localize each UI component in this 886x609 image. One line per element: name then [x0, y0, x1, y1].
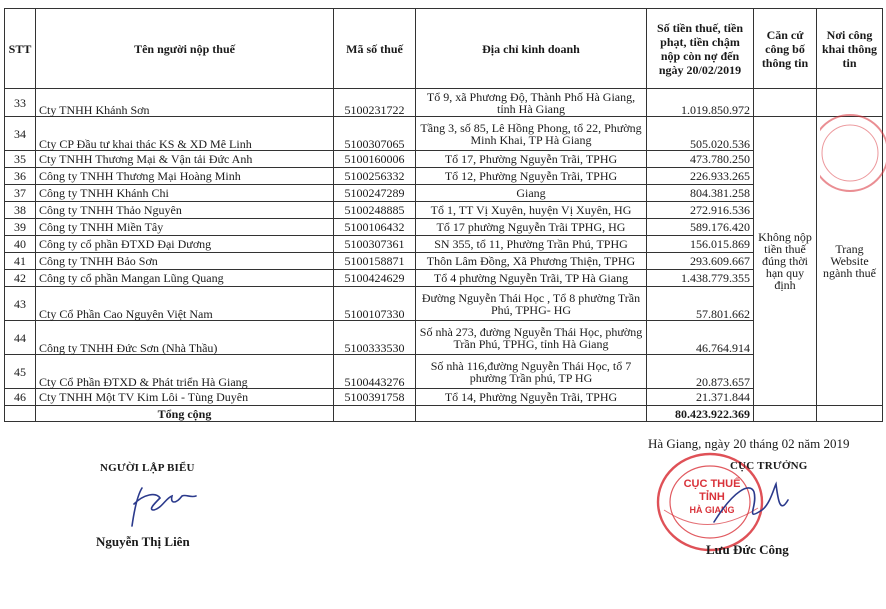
header-name: Tên người nộp thuế [36, 9, 334, 89]
row-tax-code: 5100158871 [334, 253, 416, 270]
row-address: Tổ 4 phường Nguyễn Trãi, TP Hà Giang [416, 270, 647, 287]
director-signature-image [704, 470, 794, 540]
row-amount: 57.801.662 [647, 287, 754, 321]
row-stt: 43 [5, 287, 36, 321]
stamp-line3: HÀ GIANG [689, 505, 735, 515]
table-row [5, 89, 883, 117]
row-amount: 804.381.258 [647, 185, 754, 202]
row-address: Tổ 14, Phường Nguyễn Trãi, TPHG [416, 389, 647, 406]
row-tax-code: 5100247289 [334, 185, 416, 202]
row-amount: 473.780.250 [647, 151, 754, 168]
row-tax-code: 5100106432 [334, 219, 416, 236]
row-amount: 272.916.536 [647, 202, 754, 219]
stamp-line2: TỈNH [699, 491, 725, 503]
basis-cell: Không nộp tiền thuế đúng thời hạn quy định [754, 117, 817, 406]
row-address: Đường Nguyễn Thái Học , Tổ 8 phường Trần Phú, TPHG- HG [416, 287, 647, 321]
row-tax-code: 5100333530 [334, 321, 416, 355]
stamp-line1: CỤC THUẾ [683, 478, 741, 490]
table-row [5, 117, 883, 151]
row-amount: 1.438.779.355 [647, 270, 754, 287]
row-address: Giang [416, 185, 647, 202]
row-amount: 589.176.420 [647, 219, 754, 236]
table-row [5, 219, 883, 236]
row-tax-code: 5100443276 [334, 355, 416, 389]
row-name: Công ty cổ phần Mangan Lũng Quang [36, 270, 334, 287]
row-name: Công ty TNHH Khánh Chi [36, 185, 334, 202]
row-name: Cty TNHH Thương Mại & Vận tải Đức Anh [36, 151, 334, 168]
row-stt: 38 [5, 202, 36, 219]
table-row [5, 168, 883, 185]
preparer-title: NGƯỜI LẬP BIỂU [100, 462, 195, 474]
row-address: Tổ 12, Phường Nguyễn Trãi, TPHG [416, 168, 647, 185]
row-name: Cty Cổ Phần Cao Nguyên Việt Nam [36, 287, 334, 321]
preparer-name: Nguyễn Thị Liên [96, 534, 190, 549]
row-tax-code: 5100307361 [334, 236, 416, 253]
row-address: SN 355, tổ 11, Phường Trần Phú, TPHG [416, 236, 647, 253]
header-place: Nơi công khai thông tin [817, 9, 883, 89]
row-stt: 46 [5, 389, 36, 406]
row-stt: 39 [5, 219, 36, 236]
row-amount: 21.371.844 [647, 389, 754, 406]
row-name: Công ty TNHH Thảo Nguyên [36, 202, 334, 219]
row-address: Tổ 9, xã Phương Độ, Thành Phố Hà Giang, tỉnh Hà Giang [416, 89, 647, 117]
row-stt: 37 [5, 185, 36, 202]
header-amount: Số tiền thuế, tiền phạt, tiền chậm nộp còn nợ đến ngày 20/02/2019 [647, 9, 754, 89]
row-address: Tổ 17 phường Nguyễn Trãi TPHG, HG [416, 219, 647, 236]
row-tax-code: 5100160006 [334, 151, 416, 168]
header-stt: STT [5, 9, 36, 89]
preparer-block [96, 462, 224, 550]
row-address: Tổ 1, TT Vị Xuyên, huyện Vị Xuyên, HG [416, 202, 647, 219]
row-tax-code: 5100248885 [334, 202, 416, 219]
tax-debt-table [4, 8, 883, 422]
row-tax-code: 5100424629 [334, 270, 416, 287]
preparer-signature-image [104, 474, 224, 534]
row-amount: 1.019.850.972 [647, 89, 754, 117]
row-tax-code: 5100256332 [334, 168, 416, 185]
row-amount: 226.933.265 [647, 168, 754, 185]
table-row [5, 151, 883, 168]
row-name: Cty TNHH Một TV Kim Lôi - Tùng Duyên [36, 389, 334, 406]
row-address: Số nhà 273, đường Nguyễn Thái Học, phường Trần Phú, TPHG, tỉnh Hà Giang [416, 321, 647, 355]
row-amount: 293.609.667 [647, 253, 754, 270]
row-amount: 505.020.536 [647, 117, 754, 151]
director-name: Lưu Đức Công [706, 542, 789, 557]
row-name: Công ty TNHH Thương Mại Hoàng Minh [36, 168, 334, 185]
row-name: Công ty TNHH Đức Sơn (Nhà Thầu) [36, 321, 334, 355]
row-amount: 46.764.914 [647, 321, 754, 355]
date-line: Hà Giang, ngày 20 tháng 02 năm 2019 [648, 436, 850, 451]
table-row [5, 253, 883, 270]
row-tax-code: 5100307065 [334, 117, 416, 151]
row-address: Tổ 17, Phường Nguyễn Trãi, TPHG [416, 151, 647, 168]
total-amount: 80.423.922.369 [647, 406, 754, 422]
table-row [5, 185, 883, 202]
side-stamp-image [820, 108, 886, 198]
table-row [5, 389, 883, 406]
row-stt: 45 [5, 355, 36, 389]
table-row [5, 355, 883, 389]
table-row [5, 287, 883, 321]
place-cell: Trang Website ngành thuế [817, 117, 883, 406]
row-stt: 41 [5, 253, 36, 270]
row-amount: 156.015.869 [647, 236, 754, 253]
row-stt: 36 [5, 168, 36, 185]
header-basis: Căn cứ công bố thông tin [754, 9, 817, 89]
row-tax-code: 5100231722 [334, 89, 416, 117]
row-tax-code: 5100107330 [334, 287, 416, 321]
header-tax-code: Mã số thuế [334, 9, 416, 89]
row-name: Công ty cổ phần ĐTXD Đại Dương [36, 236, 334, 253]
director-title: CỤC TRƯỞNG [730, 460, 808, 472]
row-name: Công ty TNHH Miền Tây [36, 219, 334, 236]
table-row [5, 236, 883, 253]
row-stt: 33 [5, 89, 36, 117]
row-stt: 34 [5, 117, 36, 151]
row-amount: 20.873.657 [647, 355, 754, 389]
table-row [5, 202, 883, 219]
table-row [5, 321, 883, 355]
row-address: Thôn Lâm Đồng, Xã Phương Thiện, TPHG [416, 253, 647, 270]
row-stt: 42 [5, 270, 36, 287]
row-stt: 40 [5, 236, 36, 253]
header-row [5, 9, 883, 89]
header-address: Địa chỉ kinh doanh [416, 9, 647, 89]
row-name: Cty TNHH Khánh Sơn [36, 89, 334, 117]
row-stt: 44 [5, 321, 36, 355]
row-name: Cty Cổ Phần ĐTXD & Phát triển Hà Giang [36, 355, 334, 389]
row-address: Số nhà 116,đường Nguyễn Thái Học, tổ 7 phường Trần phú, TP HG [416, 355, 647, 389]
total-label: Tổng cộng [36, 406, 334, 422]
total-row [5, 406, 883, 422]
row-stt: 35 [5, 151, 36, 168]
row-address: Tầng 3, số 85, Lê Hồng Phong, tổ 22, Phường Minh Khai, TP Hà Giang [416, 117, 647, 151]
row-name: Cty CP Đầu tư khai thác KS & XD Mê Linh [36, 117, 334, 151]
row-tax-code: 5100391758 [334, 389, 416, 406]
row-name: Công ty TNHH Bảo Sơn [36, 253, 334, 270]
table-row [5, 270, 883, 287]
